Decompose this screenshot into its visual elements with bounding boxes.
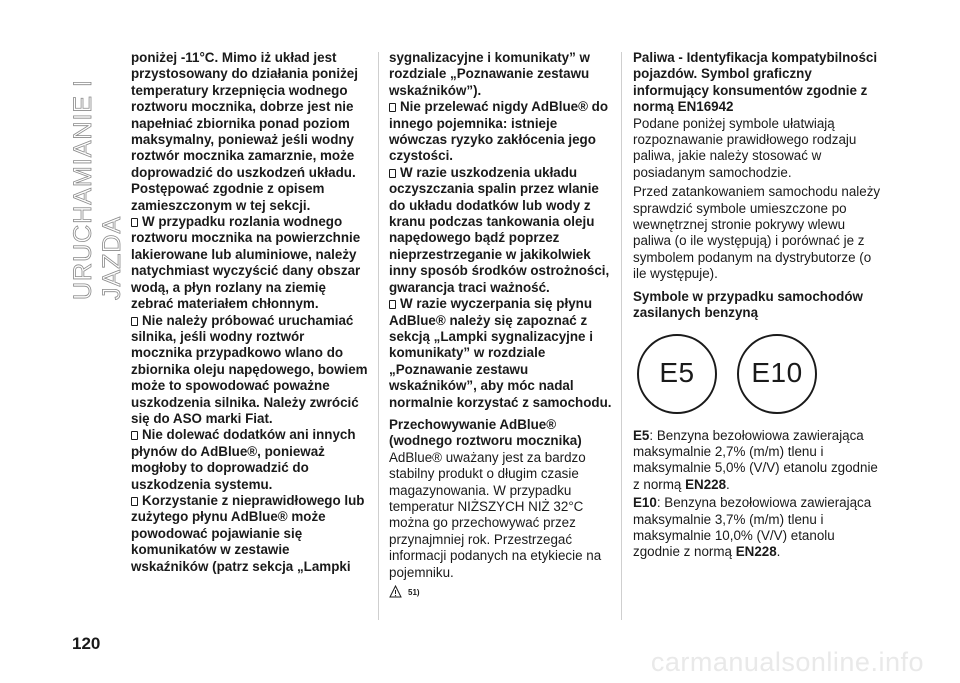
column-divider <box>621 52 622 620</box>
warning-item: Korzystanie z nieprawidłowego lub zużytego płynu AdBlue® może powodować pojawianie się komunikatów w zestawie wskaźników (patrz sekcja „Lampki <box>131 492 365 574</box>
warning-item: W razie uszkodzenia układu oczyszczania spalin przez wlanie do układu dodatków lub wody z kranu podczas tankowania oleju napędowego bądź poprzez nieprzestrzeganie w jakikolwiek inny sposób środków ostrożności, gwarancja traci ważność. <box>389 164 610 295</box>
paragraph: AdBlue® uważany jest za bardzo stabilny produkt o długim czasie magazynowania. W przypadku temperatur NIŻSZYCH NIŻ 32°C można go przechowywać przez przynajmniej rok. Przestrzegać informacji podanych na etykiecie na pojemniku. <box>389 449 602 580</box>
bullet-icon <box>131 218 138 227</box>
column-3 <box>633 50 885 561</box>
bullet-icon <box>131 317 138 326</box>
chapter-title: URUCHAMIANIE I JAZDA <box>69 79 126 300</box>
fuel-description-e5: E5: Benzyna bezołowiowa zawierająca maksymalnie 2,7% (m/m) tlenu i maksymalnie 5,0% (V/V) etanolu zgodnie z normą EN228. <box>633 427 878 492</box>
bullet-icon <box>131 497 138 506</box>
warning-item: W przypadku rozlania wodnego roztworu mocznika na powierzchnie lakierowane lub aluminiowe, należy natychmiast wyczyścić dany obszar wodą, a płyn rozlany na ziemię zebrać materiałem chłonnym. <box>131 214 361 312</box>
watermark: carmanualsonline.info <box>650 647 924 677</box>
bullet-icon <box>389 300 396 309</box>
section-heading: Paliwa - Identyfikacja kompatybilności pojazdów. Symbol graficzny informujący konsumentów zgodnie z normą EN16942 <box>633 50 878 115</box>
footnote-ref: 51) <box>408 588 420 597</box>
paragraph: Podane poniżej symbole ułatwiają rozpoznawanie prawidłowego rodzaju paliwa, jakie należy stosować w posiadanym samochodzie. <box>633 115 857 180</box>
caution-icon <box>389 585 402 598</box>
warning-item: Nie należy próbować uruchamiać silnika, jeśli wodny roztwór mocznika przypadkowo wlano do zbiornika oleju napędowego, bowiem może to spowodować poważne uszkodzenia silnika. Należy zwrócić się do ASO marki Fiat. <box>131 312 368 426</box>
e5-fuel-icon: E5 <box>637 334 717 414</box>
fuel-symbols <box>637 334 885 414</box>
warning-item: Nie przelewać nigdy AdBlue® do innego pojemnika: istnieje wówczas ryzyko zakłócenia jego czystości. <box>389 99 609 164</box>
bullet-icon <box>389 103 396 112</box>
paragraph: sygnalizacyjne i komunikaty” w rozdziale „Poznawanie zestawu wskaźników”). <box>389 50 590 98</box>
e10-fuel-icon: E10 <box>737 334 817 414</box>
paragraph: poniżej -11°C. Mimo iż układ jest przystosowany do działania poniżej temperatury krzepnięcia wodnego roztworu mocznika, dobrze jest nie napełniać zbiornika ponad poziom maksymalny, ponieważ jeśli wodny roztwór mocznika zamarznie, może doprowadzić do uszkodzeń układu. Postępować zgodnie z opisem zamieszczonym w tej sekcji. <box>131 50 358 213</box>
page-number: 120 <box>72 634 101 653</box>
fuel-description-e10: E10: Benzyna bezołowiowa zawierająca maksymalnie 3,7% (m/m) tlenu i maksymalnie 10,0% (V/V) etanolu zgodnie z normą EN228. <box>633 495 872 560</box>
column-2 <box>389 50 617 601</box>
bullet-icon <box>131 431 138 440</box>
paragraph: Przed zatankowaniem samochodu należy sprawdzić symbole umieszczone po wewnętrznej stronie pokrywy wlewu paliwa (o ile występują) i porównać je z symbolem podanym na dystrybutorze (o ile występuje). <box>633 184 881 282</box>
warning-item: W razie wyczerpania się płynu AdBlue® należy się zapoznać z sekcją „Lampki sygnalizacyjne i komunikaty” w rozdziale „Poznawanie zestawu wskaźników”, aby móc nadal normalnie korzystać z samochodu. <box>389 296 612 410</box>
warning-item: Nie dolewać dodatków ani innych płynów do AdBlue®, ponieważ mogłoby to doprowadzić do uszkodzenia systemu. <box>131 427 356 492</box>
section-heading: Przechowywanie AdBlue® (wodnego roztworu mocznika) <box>389 416 582 449</box>
column-1 <box>131 50 369 575</box>
footnote <box>389 585 617 601</box>
column-divider <box>378 52 379 620</box>
bullet-icon <box>389 169 396 178</box>
section-heading: Symbole w przypadku samochodów zasilanych benzyną <box>633 288 863 321</box>
